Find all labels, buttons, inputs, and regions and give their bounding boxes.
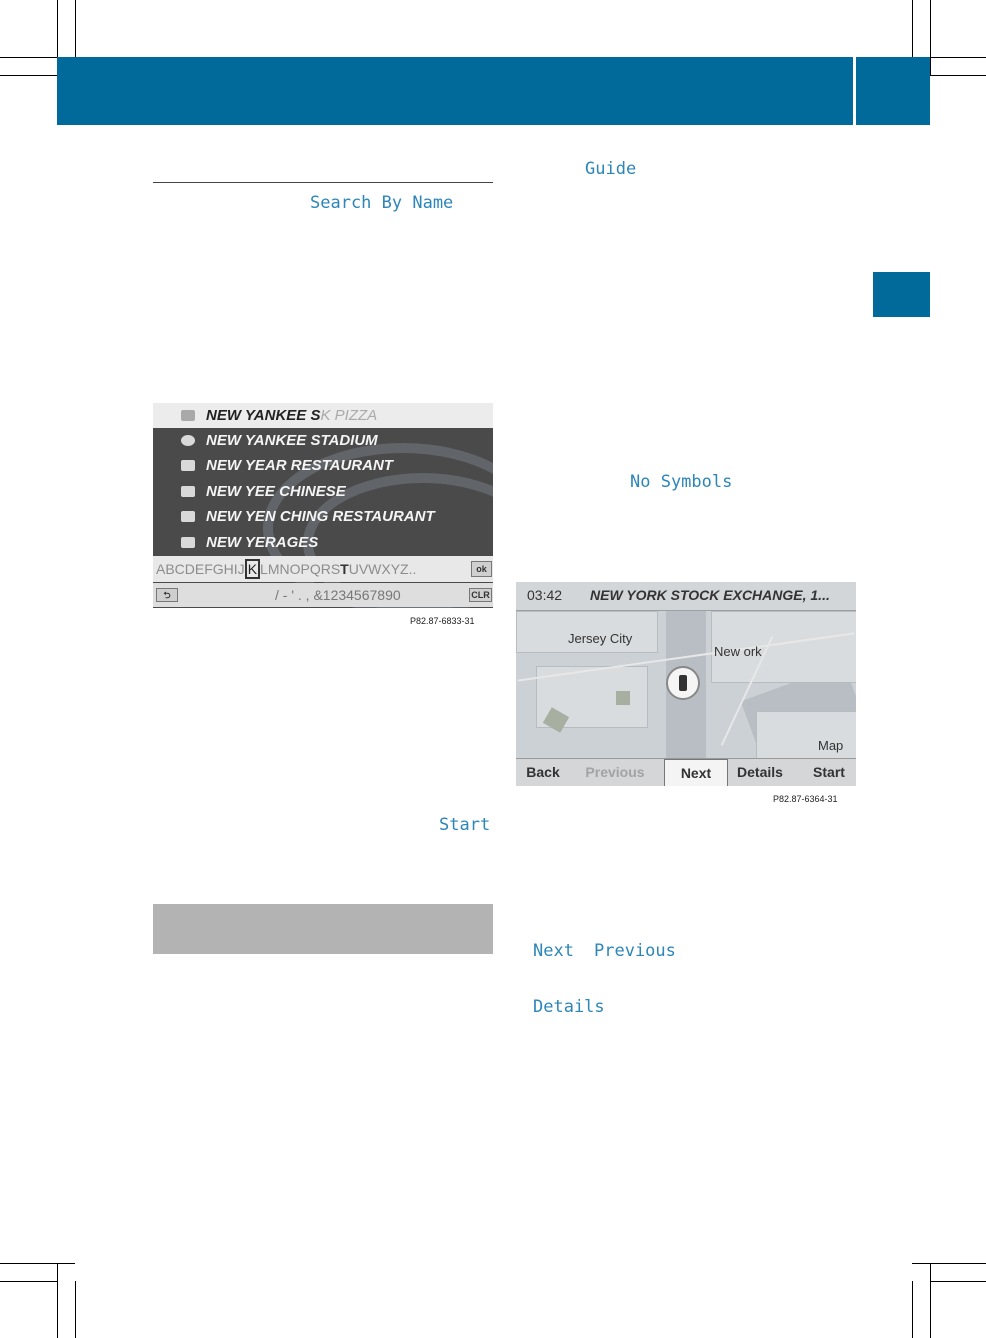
destination-map-screen xyxy=(516,582,856,786)
next-link: Next xyxy=(533,941,574,961)
result-text: NEW YEAR RESTAURANT xyxy=(206,457,393,474)
letter-keys[interactable]: UVWXYZ.. xyxy=(348,561,417,577)
details-link: Details xyxy=(533,997,605,1017)
page-header-bar xyxy=(57,57,930,125)
destination-flag-icon xyxy=(666,666,700,700)
crop-mark xyxy=(930,0,931,75)
back-icon[interactable]: ⮌ xyxy=(156,588,178,602)
result-row[interactable] xyxy=(153,453,493,478)
destination-title: NEW YORK STOCK EXCHANGE, 1... xyxy=(590,587,830,603)
letter-keys[interactable]: LMNOPQRS xyxy=(260,561,341,577)
guide-link: Guide xyxy=(585,159,637,179)
map-button[interactable]: Map xyxy=(818,738,844,753)
crop-mark xyxy=(57,1263,58,1338)
search-by-name-link: Search By Name xyxy=(310,193,454,213)
crop-mark xyxy=(0,1263,75,1264)
city-label: Jersey City xyxy=(568,631,633,646)
previous-link: Previous xyxy=(594,941,676,961)
result-text: NEW YANKEE S xyxy=(206,407,321,424)
restaurant-icon xyxy=(181,511,195,522)
selected-letter-key[interactable]: K xyxy=(245,559,260,579)
crop-mark xyxy=(0,57,57,58)
symbol-bar xyxy=(153,583,493,607)
letter-keys[interactable]: ABCDEFGHIJ xyxy=(156,561,245,577)
next-button[interactable]: Next xyxy=(664,759,728,786)
result-text: NEW YEN CHING RESTAURANT xyxy=(206,508,435,525)
section-rule xyxy=(153,182,493,183)
header-divider xyxy=(853,57,856,125)
stadium-icon xyxy=(181,435,195,446)
result-text: NEW YANKEE STADIUM xyxy=(206,432,378,449)
result-row[interactable] xyxy=(153,479,493,504)
clr-button[interactable]: CLR xyxy=(469,588,492,602)
result-row[interactable] xyxy=(153,403,493,428)
poi-icon xyxy=(181,410,195,421)
crop-mark xyxy=(75,1281,76,1338)
status-bar xyxy=(516,582,856,611)
symbol-keys[interactable]: / - ' . , &1234567890 xyxy=(275,587,401,603)
map-menu-bar xyxy=(516,758,856,786)
clock: 03:42 xyxy=(527,587,563,603)
crop-mark xyxy=(0,1281,57,1282)
crop-mark xyxy=(930,57,986,58)
ok-button[interactable]: ok xyxy=(471,561,492,577)
figure-caption: P82.87-6364-31 xyxy=(773,794,838,804)
result-row[interactable] xyxy=(153,428,493,453)
result-row[interactable] xyxy=(153,504,493,529)
restaurant-icon xyxy=(181,460,195,471)
restaurant-icon xyxy=(181,537,195,548)
crop-mark xyxy=(75,0,76,57)
crop-mark xyxy=(912,0,913,57)
start-link: Start xyxy=(439,815,491,835)
crop-mark xyxy=(912,1263,986,1264)
chapter-tab xyxy=(873,272,930,317)
crop-mark xyxy=(912,1281,913,1338)
autocomplete-text: K PIZZA xyxy=(320,407,378,424)
crop-mark xyxy=(930,1263,931,1338)
crop-mark xyxy=(930,1281,986,1282)
city-label: New ork xyxy=(714,644,762,659)
figure-caption: P82.87-6833-31 xyxy=(410,616,475,626)
letter-key-available[interactable]: T xyxy=(340,561,349,577)
result-row[interactable] xyxy=(153,530,493,555)
poi-search-screen xyxy=(153,403,493,608)
character-bar xyxy=(153,556,493,582)
restaurant-icon xyxy=(181,486,195,497)
previous-button[interactable]: Previous xyxy=(585,764,645,780)
result-text: NEW YERAGES xyxy=(206,534,319,551)
back-button[interactable]: Back xyxy=(526,764,560,780)
park xyxy=(616,691,630,705)
details-button[interactable]: Details xyxy=(737,764,783,780)
start-button[interactable]: Start xyxy=(813,764,845,780)
note-box xyxy=(153,904,493,954)
no-symbols-link: No Symbols xyxy=(630,472,733,492)
map-view[interactable] xyxy=(516,611,856,758)
result-text: NEW YEE CHINESE xyxy=(206,483,346,500)
